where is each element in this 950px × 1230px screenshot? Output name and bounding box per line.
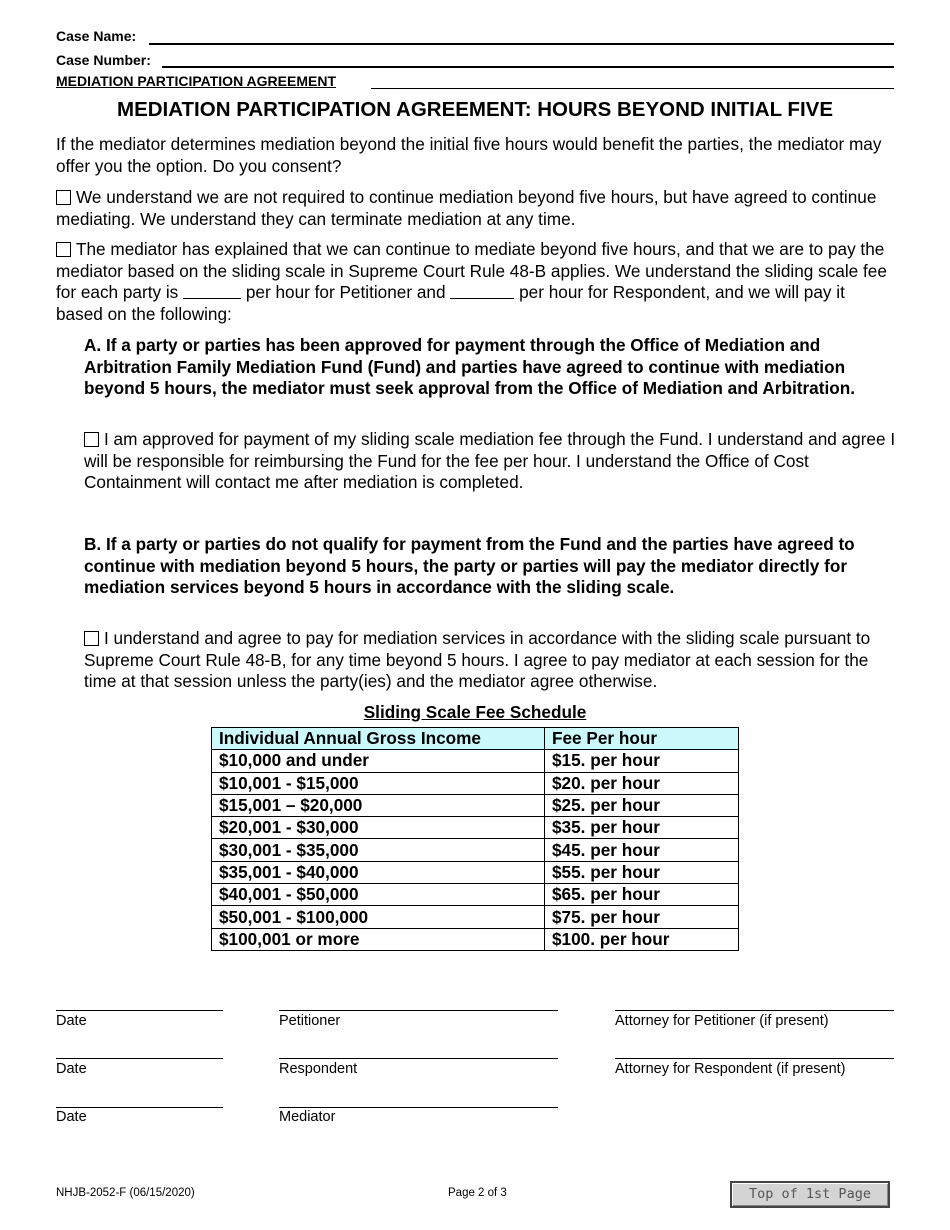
fee-cell: $35. per hour [545,817,739,839]
option-continue-checkbox[interactable] [56,190,71,205]
income-cell: $50,001 - $100,000 [212,906,545,928]
respondent-fee-field[interactable] [450,284,514,299]
date-label-2: Date [56,1061,87,1077]
income-cell: $15,001 – $20,000 [212,794,545,816]
case-name-field[interactable] [149,43,894,45]
section-a-checkbox[interactable] [84,432,99,447]
case-number-label: Case Number: [56,52,151,68]
income-cell: $35,001 - $40,000 [212,861,545,883]
income-cell: $10,001 - $15,000 [212,772,545,794]
income-cell: $10,000 and under [212,750,545,772]
table-row [212,794,739,816]
mediator-label: Mediator [279,1109,336,1125]
option-continue-mediation [56,187,896,230]
section-b-text: I understand and agree to pay for mediation services in accordance with the sliding scale pursuant to Supreme Court Rule 48-B, for any time beyond 5 hours. I agree to pay mediator at each session for the time at that session unless the party(ies) and the mediator agree otherwise. [84,628,871,691]
fee-cell: $100. per hour [545,928,739,950]
section-a-option [84,429,896,494]
date-signature-line-3[interactable] [56,1107,223,1108]
table-row [212,750,739,772]
fee-column-header: Fee Per hour [545,728,739,750]
date-label-1: Date [56,1013,87,1029]
attorney-respondent-label: Attorney for Respondent (if present) [615,1061,846,1077]
form-title-rule [371,88,894,89]
attorney-respondent-signature-line[interactable] [615,1058,894,1059]
table-row [212,839,739,861]
fee-cell: $45. per hour [545,839,739,861]
attorney-petitioner-signature-line[interactable] [615,1010,894,1011]
petitioner-signature-line[interactable] [279,1010,558,1011]
option-sliding-scale-checkbox[interactable] [56,242,71,257]
date-signature-line-1[interactable] [56,1010,223,1011]
fee-cell: $15. per hour [545,750,739,772]
income-cell: $100,001 or more [212,928,545,950]
fee-cell: $20. per hour [545,772,739,794]
income-cell: $40,001 - $50,000 [212,884,545,906]
option-sliding-scale-text-2: per hour for Petitioner and [245,282,446,302]
table-row [212,906,739,928]
section-b-checkbox[interactable] [84,631,99,646]
fee-cell: $25. per hour [545,794,739,816]
fee-table-header-row [212,728,739,750]
form-short-title: MEDIATION PARTICIPATION AGREEMENT [56,73,336,89]
section-b-option [84,628,896,693]
table-row [212,817,739,839]
option-sliding-scale-text-3: per hour for Respondent, and we will pay it based on the following: [56,282,845,324]
petitioner-label: Petitioner [279,1013,341,1029]
petitioner-fee-field[interactable] [183,284,241,299]
section-a-text: I am approved for payment of my sliding scale mediation fee through the Fund. I understand and agree I will be responsible for reimbursing the Fund for the fee per hour. I understand the Office of Cost Containment will contact me after mediation is completed. [84,429,896,492]
income-column-header: Individual Annual Gross Income [212,728,545,750]
form-id: NHJB-2052-F (06/15/2020) [56,1187,195,1199]
section-b-heading: B. If a party or parties do not qualify for payment from the Fund and the parties have agreed to continue with mediation beyond 5 hours, the party or parties will pay the mediator directly for mediation services beyond 5 hours in accordance with the sliding scale. [84,534,855,597]
fee-schedule-table [211,727,739,951]
case-name-label: Case Name: [56,28,137,44]
fee-cell: $55. per hour [545,861,739,883]
table-row [212,928,739,950]
date-label-3: Date [56,1109,87,1125]
intro-paragraph: If the mediator determines mediation beyond the initial five hours would benefit the parties, the mediator may offer you the option. Do you consent? [56,134,882,176]
mediator-signature-line[interactable] [279,1107,558,1108]
income-cell: $30,001 - $35,000 [212,839,545,861]
section-a-heading: A. If a party or parties has been approved for payment through the Office of Mediation and Arbitration Family Mediation Fund (Fund) and parties have agreed to continue with mediation beyond 5 hours, the mediator must seek approval from the Office of Mediation and Arbitration. [84,335,855,398]
option-continue-text: We understand we are not required to continue mediation beyond five hours, but have agreed to continue mediating. We understand they can terminate mediation at any time. [56,187,877,229]
respondent-label: Respondent [279,1061,358,1077]
fee-table-caption: Sliding Scale Fee Schedule [363,702,587,722]
option-sliding-scale [56,239,896,325]
fee-cell: $75. per hour [545,906,739,928]
table-row [212,772,739,794]
option-sliding-scale-text-1: The mediator has explained that we can continue to mediate beyond five hours, and that we are to pay the mediator based on the sliding scale in Supreme Court Rule 48-B applies. We understand the sliding scale fee for each party is [56,239,887,302]
page-number: Page 2 of 3 [448,1187,507,1199]
case-number-field[interactable] [162,66,894,68]
income-cell: $20,001 - $30,000 [212,817,545,839]
attorney-petitioner-label: Attorney for Petitioner (if present) [615,1013,829,1029]
table-row [212,884,739,906]
respondent-signature-line[interactable] [279,1058,558,1059]
fee-cell: $65. per hour [545,884,739,906]
top-of-first-page-button[interactable]: Top of 1st Page [730,1181,890,1208]
date-signature-line-2[interactable] [56,1058,223,1059]
table-row [212,861,739,883]
page-title: MEDIATION PARTICIPATION AGREEMENT: HOURS BEYOND INITIAL FIVE [117,98,833,121]
